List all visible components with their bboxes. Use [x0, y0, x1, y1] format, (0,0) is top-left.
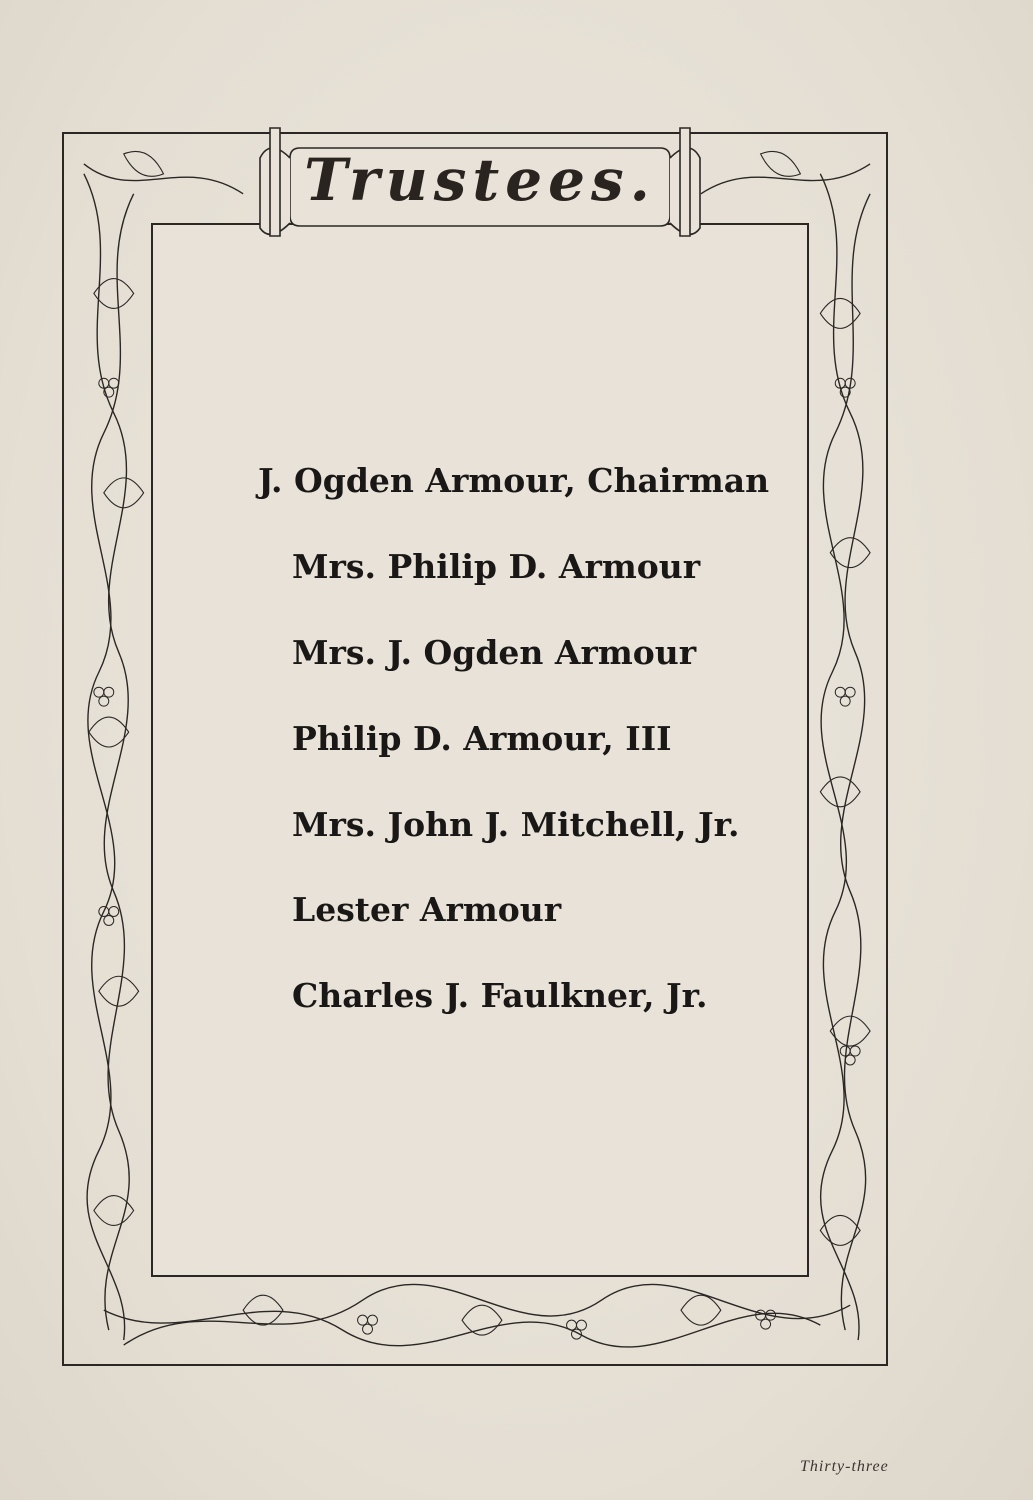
- trustee-name: Philip D. Armour, III: [292, 719, 672, 758]
- page-number: Thirty-three: [800, 1458, 889, 1475]
- trustee-name: Charles J. Faulkner, Jr.: [292, 976, 708, 1015]
- trustee-name: Mrs. Philip D. Armour: [292, 547, 701, 586]
- page-title: Trustees.: [304, 146, 656, 214]
- trustee-name: Mrs. J. Ogden Armour: [292, 633, 697, 672]
- trustee-name: Lester Armour: [292, 890, 562, 929]
- trustee-name: J. Ogden Armour, Chairman: [258, 461, 770, 500]
- trustee-name: Mrs. John J. Mitchell, Jr.: [292, 805, 740, 844]
